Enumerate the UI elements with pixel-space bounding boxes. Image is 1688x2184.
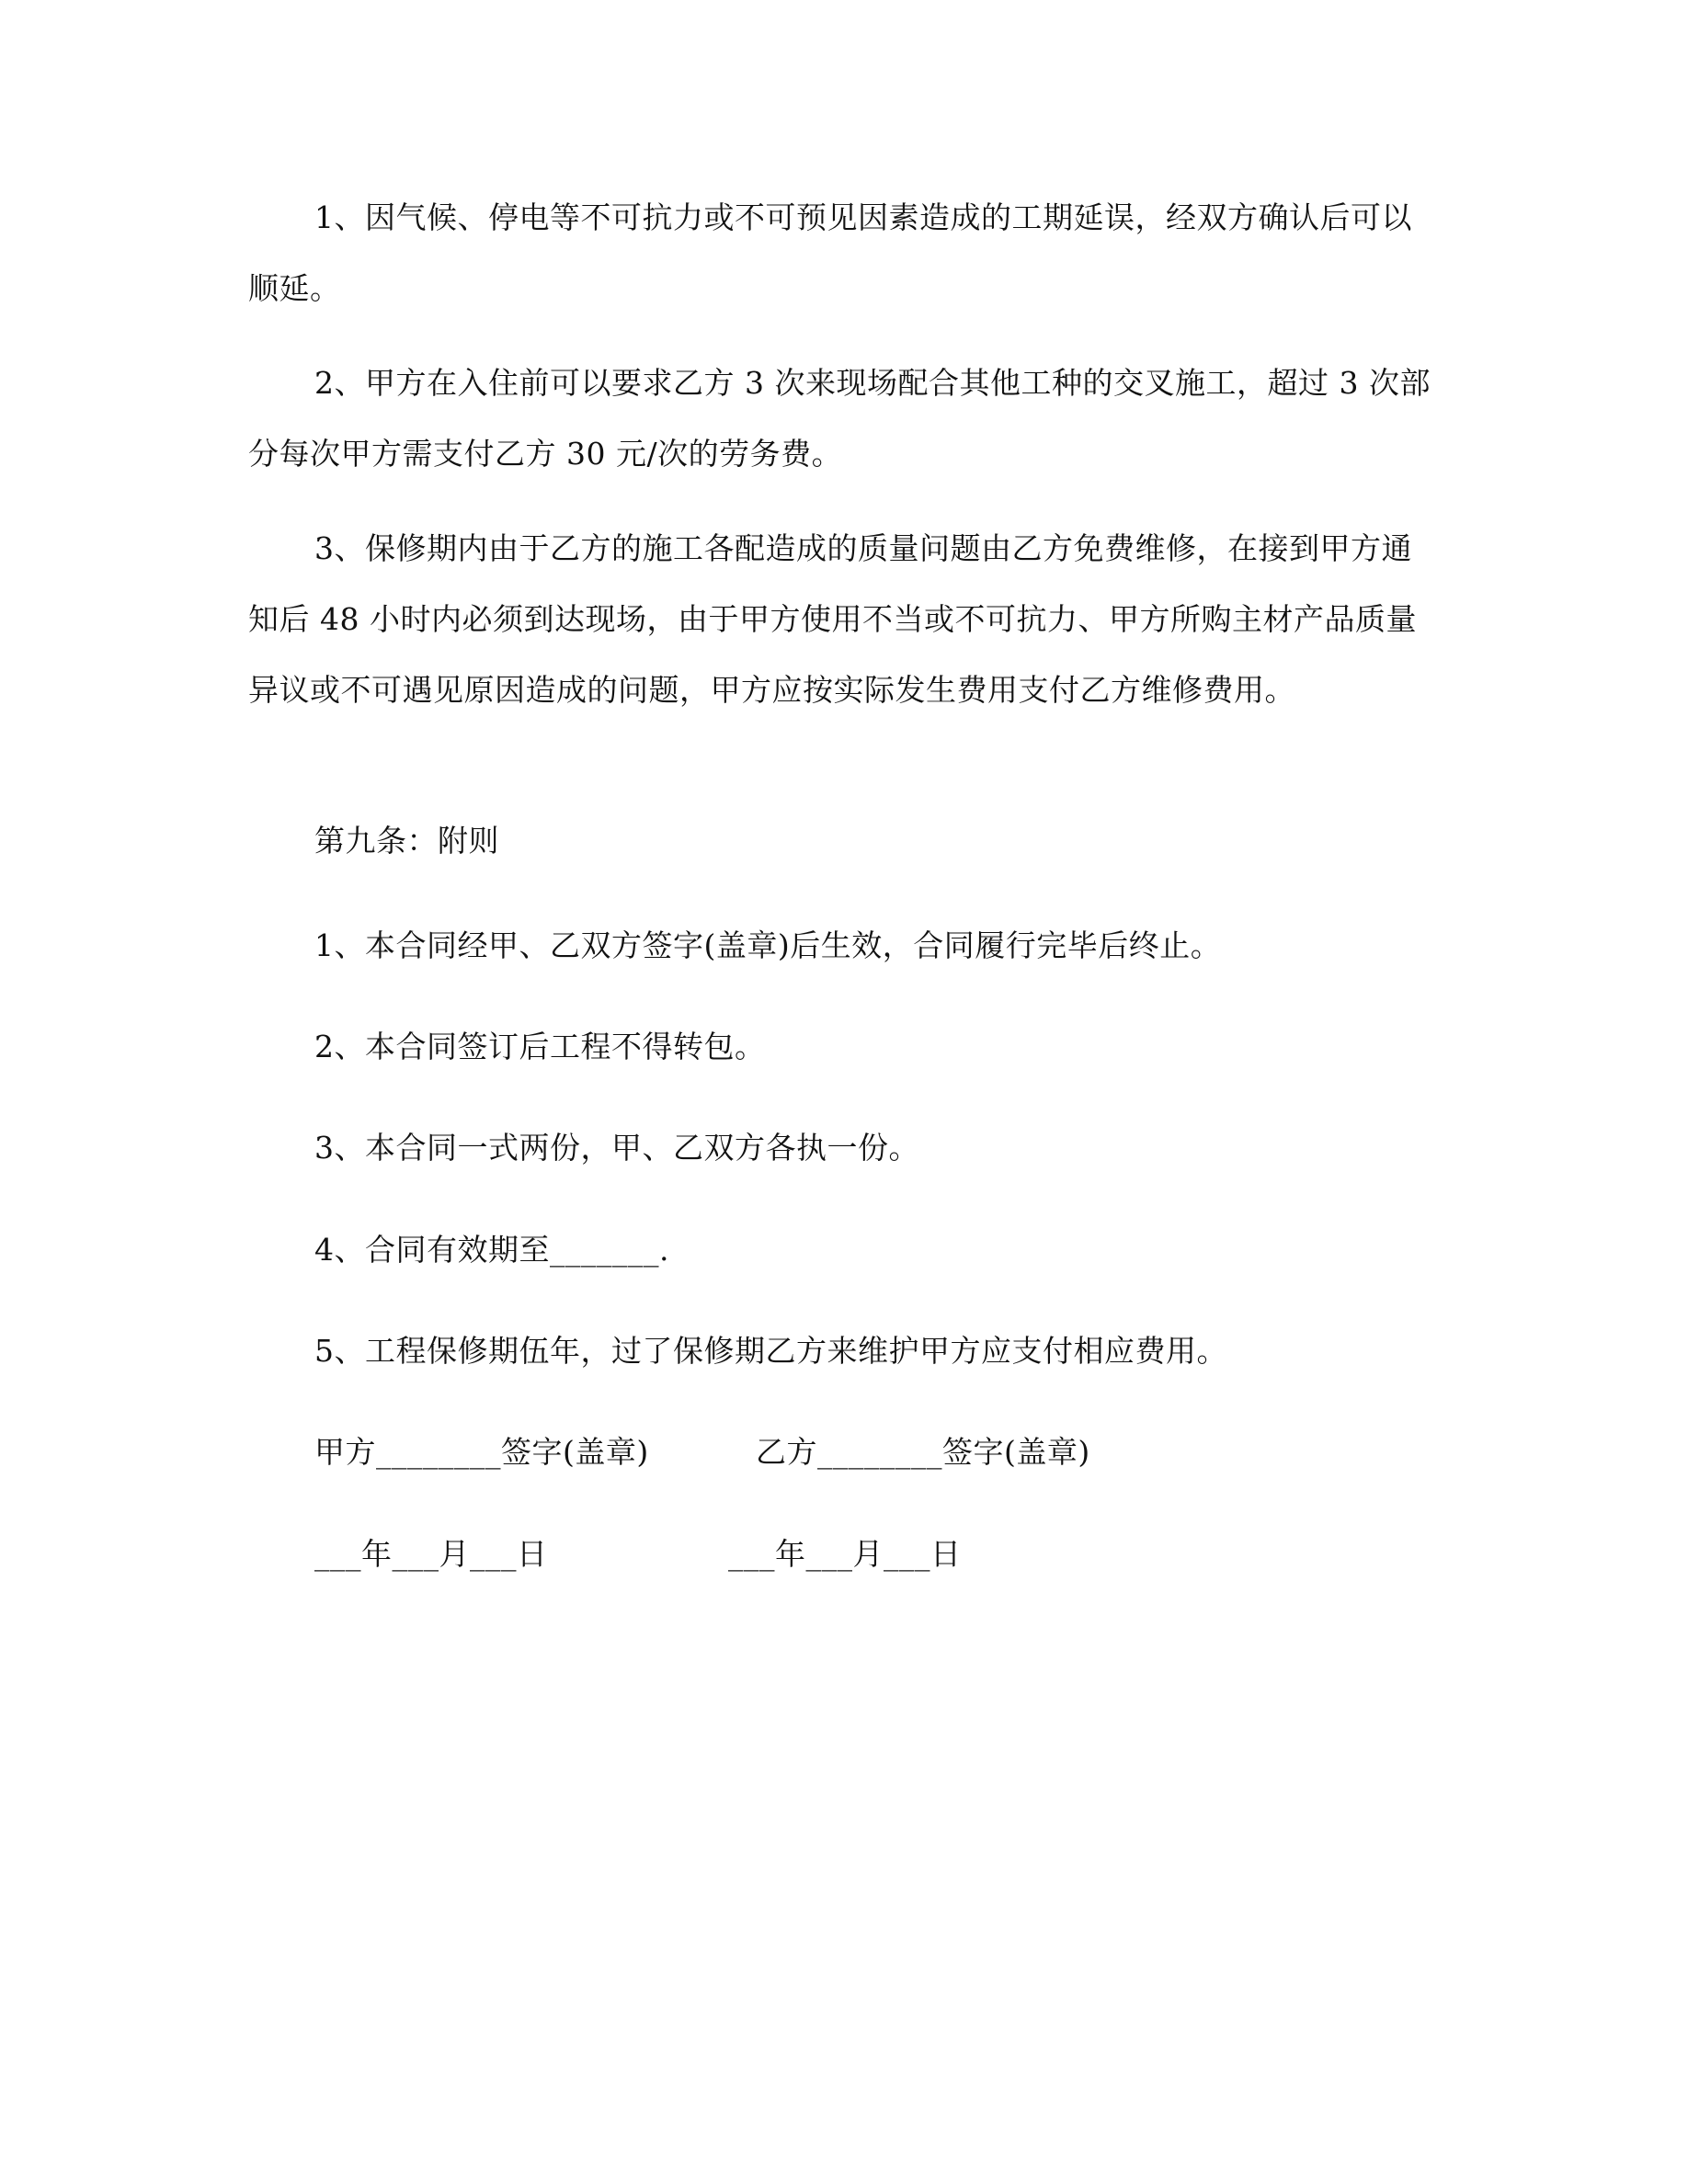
article-9-item-1: 1、本合同经甲、乙双方签字(盖章)后生效，合同履行完毕后终止。: [314, 927, 1222, 963]
signature-party-b: 乙方________签字(盖章): [756, 1434, 1090, 1470]
section-heading-article-9: 第九条：附则: [314, 823, 499, 859]
article-9-item-5: 5、工程保修期伍年，过了保修期乙方来维护甲方应支付相应费用。: [314, 1333, 1227, 1369]
clause-delay-extension: 1、因气候、停电等不可抗力或不可预见因素造成的工期延误，经双方确认后可以顺延。: [248, 199, 1412, 306]
article-9-item-4: 4、合同有效期至_______.: [314, 1232, 669, 1268]
clause-cross-construction-fee: 2、甲方在入住前可以要求乙方 3 次来现场配合其他工种的交叉施工，超过 3 次部分每次甲方需支付乙方 30 元/次的劳务费。: [248, 365, 1431, 472]
clause-warranty-repair: 3、保修期内由于乙方的施工各配造成的质量问题由乙方免费维修，在接到甲方通知后 48 小时内必须到达现场，由于甲方使用不当或不可抗力、甲方所购主材产品质量异议或不可遇见原因造成的问题，甲方应按实际发生费用支付乙方维修费用。: [248, 530, 1417, 708]
date-party-b: ___年___月___日: [728, 1536, 962, 1572]
article-9-item-3: 3、本合同一式两份，甲、乙双方各执一份。: [314, 1130, 919, 1166]
article-9-item-2: 2、本合同签订后工程不得转包。: [314, 1029, 766, 1064]
signature-party-a: 甲方________签字(盖章): [314, 1434, 649, 1470]
date-party-a: ___年___月___日: [314, 1536, 548, 1572]
